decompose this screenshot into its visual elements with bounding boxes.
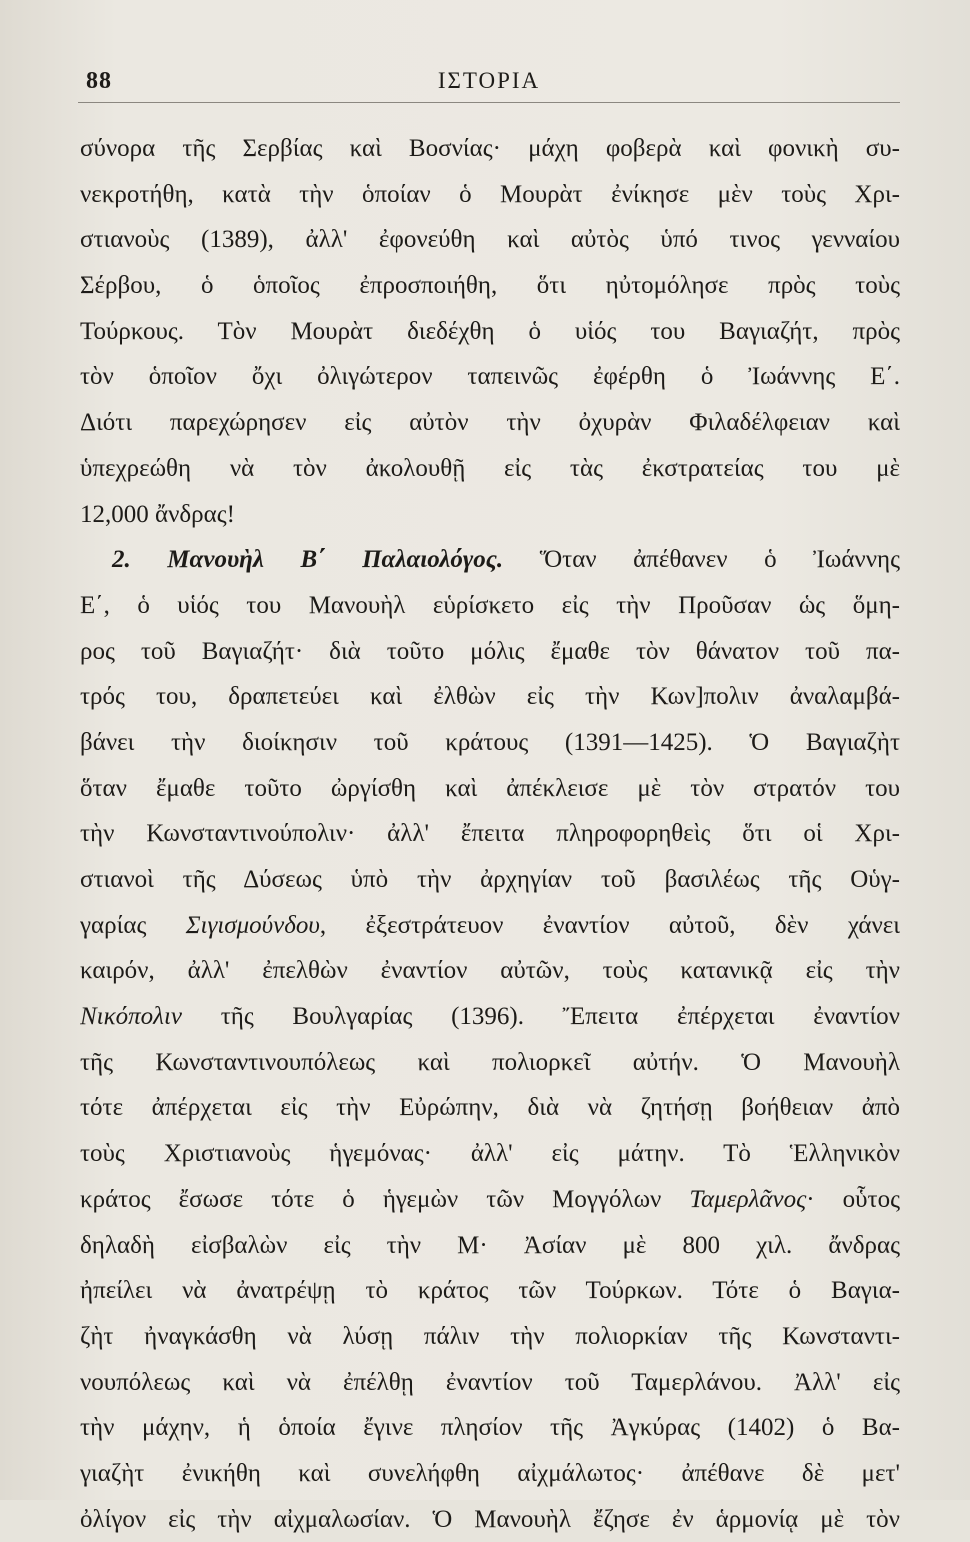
text-line: ὀλίγον εἰς τὴν αἰχμαλωσίαν. Ὁ Μανουὴλ ἔζησε ἐν ἁρμονίᾳ μὲ τὸν [80, 1505, 900, 1533]
text-line: Σέρβου, ὁ ὁποῖος ἐπροσποιήθη, ὅτι ηὐτομόλησε πρὸς τοὺς [80, 272, 900, 300]
text-line: νεκροτήθη, κατὰ τὴν ὁποίαν ὁ Μουρὰτ ἐνίκησε μὲν τοὺς Χρι- [80, 180, 900, 208]
text-line: 12,000 ἄνδρας! [80, 500, 235, 528]
section-heading-line [80, 537, 900, 583]
text-line: ὑπεχρεώθη νὰ τὸν ἀκολουθῇ εἰς τὰς ἐκστρατείας του μὲ [80, 454, 900, 482]
running-title: ΙΣΤΟΡΙΑ [437, 68, 541, 93]
text-line: τοὺς Χριστιανοὺς ἡγεμόνας· ἀλλ' εἰς μάτην. Τὸ Ἑλληνικὸν [80, 1140, 900, 1168]
italic-name: Σιγισμούνδου [185, 911, 320, 939]
text-line [80, 994, 900, 1040]
text-line: στιανοὺς (1389), ἀλλ' ἐφονεύθη καὶ αὐτὸς ὑπό τινος γενναίου [80, 226, 900, 254]
text-line: σύνορα τῆς Σερβίας καὶ Βοσνίας· μάχη φοβερὰ καὶ φονικὴ συ- [80, 135, 900, 162]
text-line: ὅταν ἔμαθε τοῦτο ὠργίσθη καὶ ἀπέκλεισε μὲ τὸν στρατόν του [80, 774, 900, 802]
line-text: κράτος ἔσωσε τότε ὁ ἡγεμὼν τῶν Μογγόλων [80, 1185, 690, 1213]
line-text: · οὗτος [806, 1185, 900, 1213]
text-line: τὴν μάχην, ἡ ὁποία ἔγινε πλησίον τῆς Ἀγκύρας (1402) ὁ Βα- [80, 1414, 900, 1442]
text-line: τῆς Κωνσταντινουπόλεως καὶ πολιορκεῖ αὐτήν. Ὁ Μανουὴλ [80, 1048, 900, 1076]
text-line: ἠπείλει νὰ ἀνατρέψῃ τὸ κράτος τῶν Τούρκων. Τότε ὁ Βαγια- [80, 1277, 900, 1305]
running-head [78, 62, 900, 102]
body-text [80, 126, 900, 1542]
text-line: ρος τοῦ Βαγιαζήτ· διὰ τοῦτο μόλις ἔμαθε τὸν θάνατον τοῦ πα- [80, 637, 900, 665]
text-line [80, 1177, 900, 1223]
text-line: τὴν Κωνσταντινούπολιν· ἀλλ' ἔπειτα πληροφορηθεὶς ὅτι οἱ Χρι- [80, 820, 900, 848]
section-title: 2. Μανουὴλ Β΄ Παλαιολόγος. [112, 546, 504, 574]
text-line: γιαζὴτ ἐνικήθη καὶ συνελήφθη αἰχμάλωτος· ἀπέθανε δὲ μετ' [80, 1459, 900, 1487]
line-text: γαρίας [80, 911, 186, 939]
text-line: τρός του, δραπετεύει καὶ ἐλθὼν εἰς τὴν Κων]πολιν ἀναλαμβά- [80, 683, 900, 711]
page-number: 88 [86, 68, 112, 94]
text-line: τὸν ὁποῖον ὄχι ὀλιγώτερον ταπεινῶς ἐφέρθη ὁ Ἰωάννης Ε΄. [80, 363, 900, 391]
italic-name: Ταμερλᾶνος [689, 1185, 807, 1213]
line-text: τῆς Βουλγαρίας (1396). Ἔπειτα ἐπέρχεται ἐναντίον [182, 1003, 900, 1031]
text-line: νουπόλεως καὶ νὰ ἐπέλθῃ ἐναντίον τοῦ Ταμερλάνου. Ἀλλ' εἰς [80, 1368, 900, 1396]
text-line: Τούρκους. Τὸν Μουρὰτ διεδέχθη ὁ υἱός του Βαγιαζήτ, πρὸς [80, 317, 900, 345]
text-line: δηλαδὴ εἰσβαλὼν εἰς τὴν Μ· Ἀσίαν μὲ 800 χιλ. ἄνδρας [80, 1231, 900, 1259]
text-line: Διότι παρεχώρησεν εἰς αὐτὸν τὴν ὀχυρὰν Φιλαδέλφειαν καὶ [80, 409, 900, 437]
text-line [80, 903, 900, 949]
text-line: Ε΄, ὁ υἱός του Μανουὴλ εὑρίσκετο εἰς τὴν Προῦσαν ὡς ὅμη- [80, 591, 900, 619]
section-first-line-text: Ὅταν ἀπέθανεν ὁ Ἰωάννης [539, 546, 900, 574]
header-rule [78, 102, 900, 103]
text-line: καιρόν, ἀλλ' ἐπελθὼν ἐναντίον αὐτῶν, τοὺς κατανικᾷ εἰς τὴν [80, 957, 900, 985]
text-line: βάνει τὴν διοίκησιν τοῦ κράτους (1391—1425). Ὁ Βαγιαζὴτ [80, 728, 900, 756]
text-line: ζὴτ ἠναγκάσθη νὰ λύσῃ πάλιν τὴν πολιορκίαν τῆς Κωνσταντι- [80, 1322, 900, 1350]
line-text: , ἐξεστράτευον ἐναντίον αὐτοῦ, δὲν χάνει [319, 911, 900, 939]
text-line: στιανοὶ τῆς Δύσεως ὑπὸ τὴν ἀρχηγίαν τοῦ βασιλέως τῆς Οὑγ- [80, 866, 900, 893]
italic-name: Νικόπολιν [80, 1003, 183, 1031]
text-line: τότε ἀπέρχεται εἰς τὴν Εὐρώπην, διὰ νὰ ζητήσῃ βοήθειαν ἀπὸ [80, 1094, 900, 1122]
